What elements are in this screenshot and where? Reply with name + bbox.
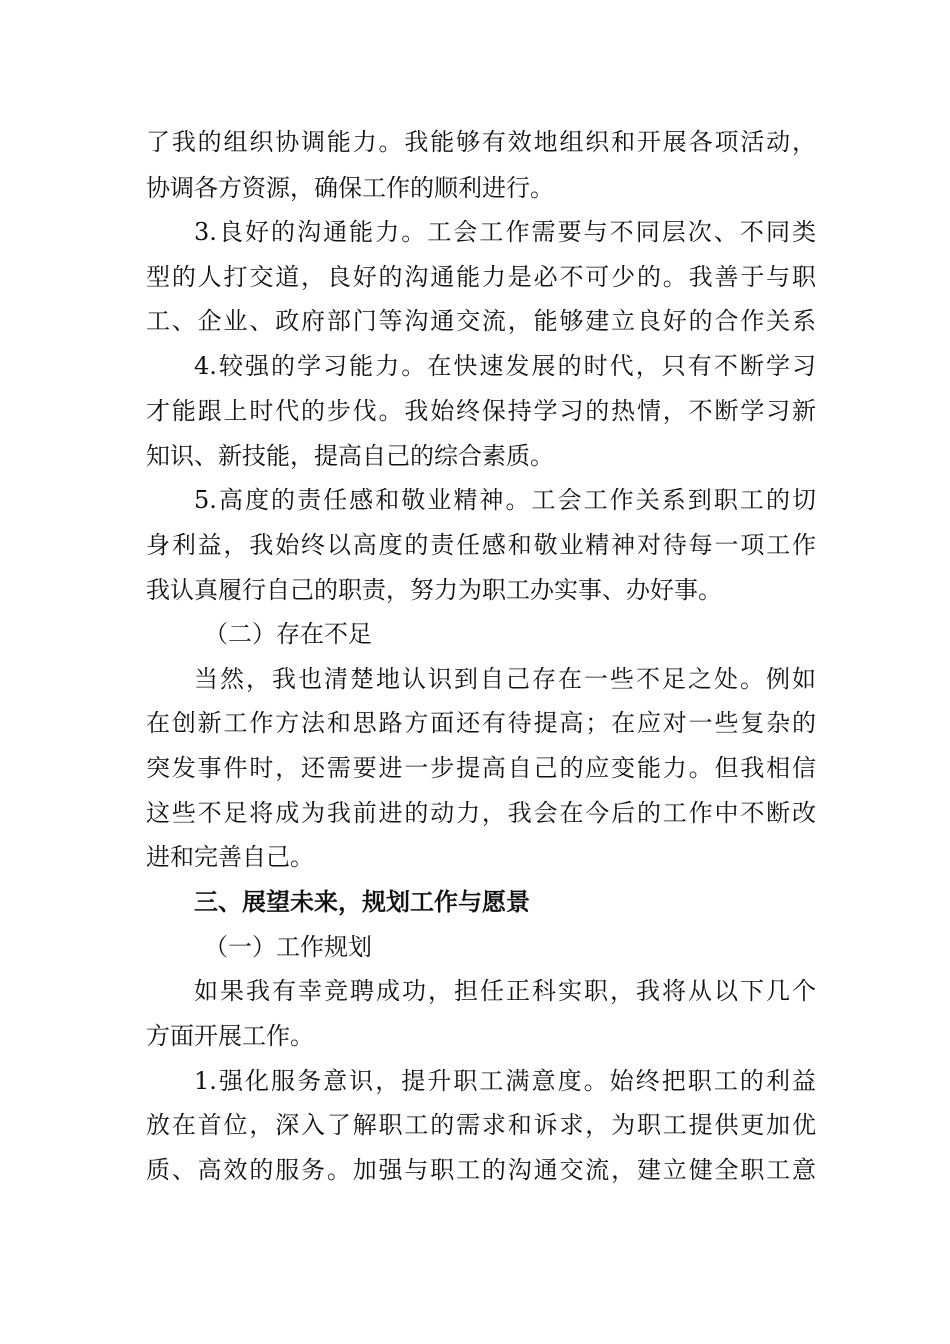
list-item-line: 1.强化服务意识，提升职工满意度。始终把职工的利益	[194, 1067, 816, 1095]
body-line: 进和完善自己。	[146, 843, 314, 871]
section-heading: 三、展望未来，规划工作与愿景	[194, 888, 530, 916]
subsection-heading: （二）存在不足	[204, 620, 372, 648]
body-line: 这些不足将成为我前进的动力，我会在今后的工作中不断改	[146, 799, 816, 827]
list-item-line: 4.较强的学习能力。在快速发展的时代，只有不断学习	[194, 352, 816, 380]
body-line: 工、企业、政府部门等沟通交流，能够建立良好的合作关系	[146, 307, 816, 335]
body-line: 型的人打交道，良好的沟通能力是必不可少的。我善于与职	[146, 263, 816, 291]
paragraph-line: 当然，我也清楚地认识到自己存在一些不足之处。例如	[194, 665, 816, 693]
body-line: 才能跟上时代的步伐。我始终保持学习的热情，不断学习新	[146, 397, 816, 425]
list-item-line: 3.良好的沟通能力。工会工作需要与不同层次、不同类	[194, 218, 816, 246]
body-line: 放在首位，深入了解职工的需求和诉求，为职工提供更加优	[146, 1111, 816, 1139]
body-line: 知识、新技能，提高自己的综合素质。	[146, 442, 554, 470]
paragraph-line: 如果我有幸竞聘成功，担任正科实职，我将从以下几个	[194, 977, 816, 1005]
list-item-line: 5.高度的责任感和敬业精神。工会工作关系到职工的切	[194, 486, 816, 514]
body-line: 了我的组织协调能力。我能够有效地组织和开展各项活动，	[146, 128, 816, 156]
body-line: 突发事件时，还需要进一步提高自己的应变能力。但我相信	[146, 754, 816, 782]
body-line: 协调各方资源，确保工作的顺利进行。	[146, 174, 554, 202]
body-line: 身利益，我始终以高度的责任感和敬业精神对待每一项工作	[146, 531, 816, 559]
body-line: 质、高效的服务。加强与职工的沟通交流，建立健全职工意	[146, 1156, 816, 1184]
body-line: 我认真履行自己的职责，努力为职工办实事、办好事。	[146, 576, 722, 604]
subsection-heading: （一）工作规划	[204, 933, 372, 961]
body-line: 方面开展工作。	[146, 1022, 314, 1050]
body-line: 在创新工作方法和思路方面还有待提高；在应对一些复杂的	[146, 709, 816, 737]
